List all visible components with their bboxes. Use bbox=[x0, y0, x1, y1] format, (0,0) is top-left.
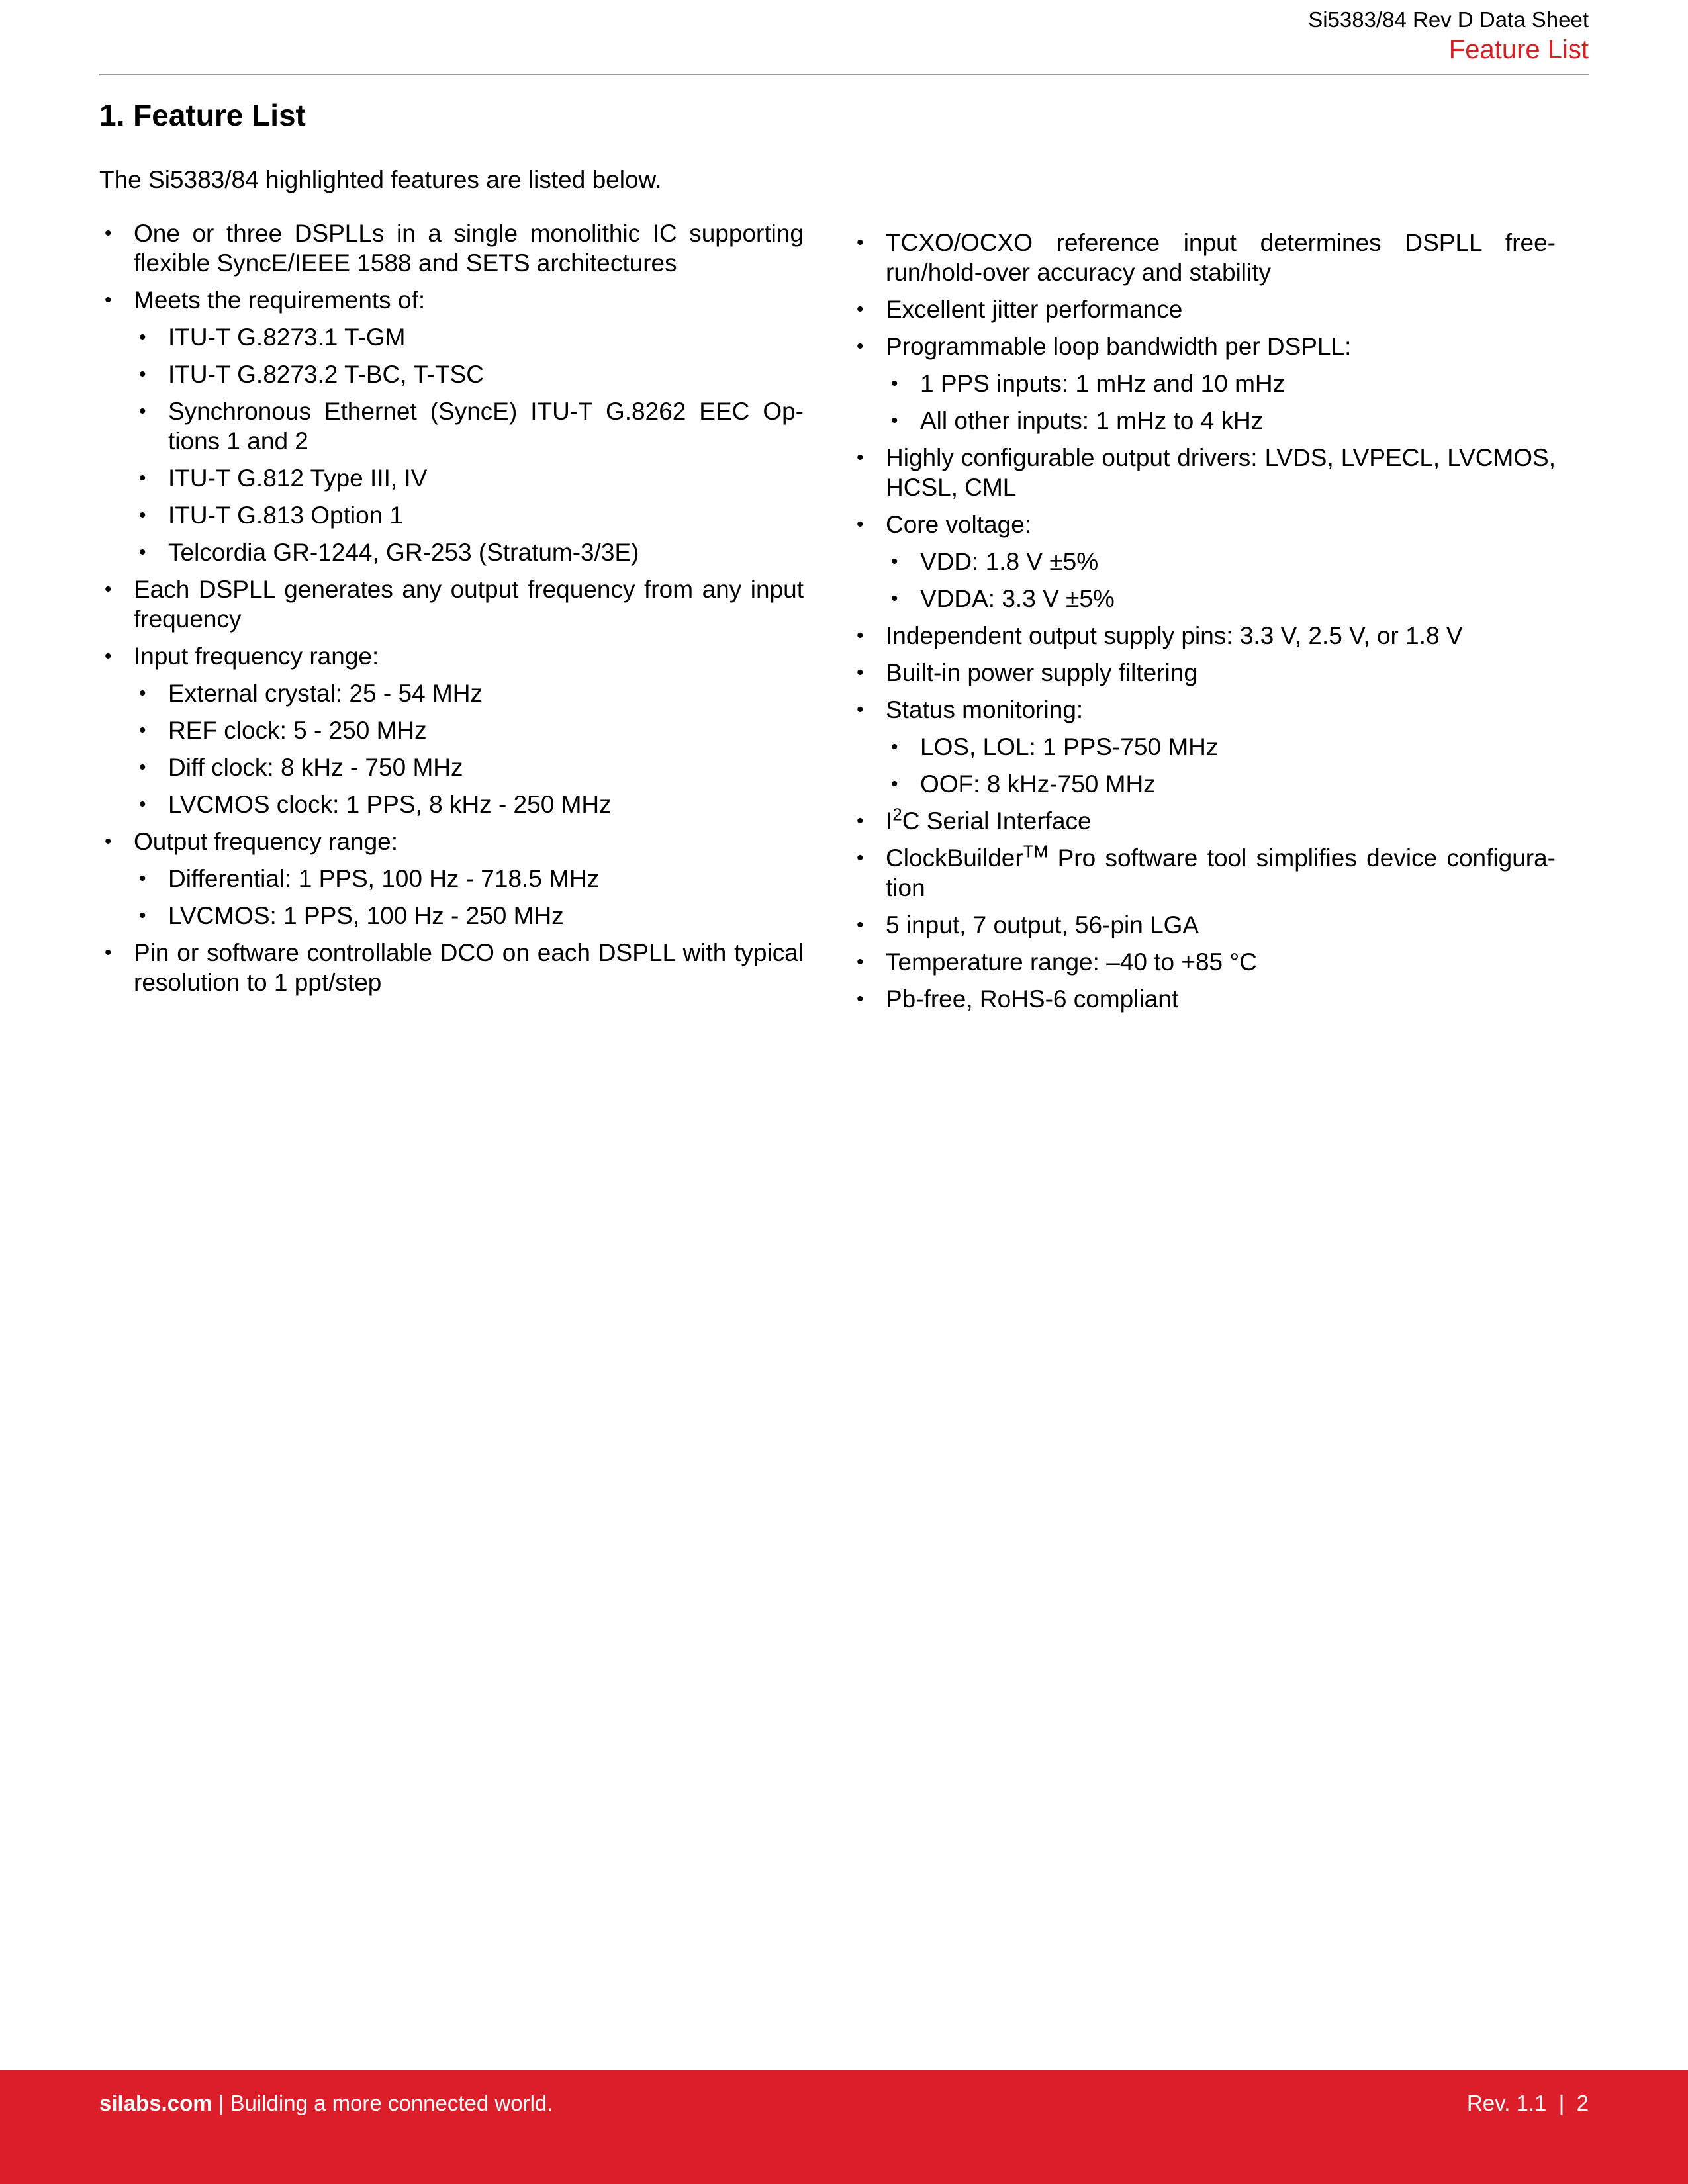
feature-subitem bbox=[851, 547, 1556, 576]
bullet-icon: • bbox=[139, 326, 146, 348]
feature-text: Pin or software controllable DCO on each DSPLL with typical resolution to 1 ppt/step bbox=[134, 939, 804, 996]
feature-subitem bbox=[99, 864, 804, 893]
bullet-icon: • bbox=[857, 662, 864, 684]
bullet-icon: • bbox=[857, 951, 864, 973]
feature-text bbox=[886, 804, 1092, 835]
feature-item bbox=[99, 938, 804, 997]
bullet-icon: • bbox=[891, 588, 898, 610]
feature-text: VDDA: 3.3 V ±5% bbox=[920, 585, 1115, 612]
feature-item bbox=[851, 984, 1556, 1014]
feature-text: All other inputs: 1 mHz to 4 kHz bbox=[920, 407, 1264, 434]
feature-text: Output frequency range: bbox=[134, 828, 399, 855]
bullet-icon: • bbox=[139, 363, 146, 385]
feature-subitem bbox=[99, 901, 804, 931]
feature-text: One or three DSPLLs in a single monolithic IC supporting flexible SyncE/IEEE 1588 and SETS architectures bbox=[134, 220, 804, 277]
feature-subitem bbox=[851, 584, 1556, 614]
bullet-icon: • bbox=[857, 810, 864, 832]
bullet-icon: • bbox=[857, 298, 864, 320]
feature-subitem bbox=[99, 790, 804, 819]
feature-text: 5 input, 7 output, 56-pin LGA bbox=[886, 911, 1199, 938]
bullet-icon: • bbox=[139, 756, 146, 778]
feature-item bbox=[851, 843, 1556, 903]
feature-item bbox=[851, 658, 1556, 688]
feature-item bbox=[851, 806, 1556, 836]
feature-text: Temperature range: –40 to +85 °C bbox=[886, 948, 1257, 976]
feature-text-part: I bbox=[886, 807, 893, 835]
feature-text: LVCMOS: 1 PPS, 100 Hz - 250 MHz bbox=[168, 902, 564, 929]
feature-item bbox=[99, 574, 804, 634]
feature-item bbox=[851, 621, 1556, 651]
page-footer bbox=[0, 2070, 1688, 2184]
feature-subitem bbox=[99, 752, 804, 782]
feature-text: OOF: 8 kHz-750 MHz bbox=[920, 770, 1156, 797]
bullet-icon: • bbox=[857, 914, 864, 936]
bullet-icon: • bbox=[139, 794, 146, 815]
bullet-icon: • bbox=[105, 942, 112, 964]
feature-text: External crystal: 25 - 54 MHz bbox=[168, 680, 483, 707]
feature-subitem bbox=[851, 769, 1556, 799]
bullet-icon: • bbox=[139, 541, 146, 563]
feature-text: Synchronous Ethernet (SyncE) ITU-T G.8262 EEC Op-tions 1 and 2 bbox=[168, 398, 804, 455]
feature-subitem bbox=[99, 715, 804, 745]
feature-text-part: C Serial Interface bbox=[902, 807, 1092, 835]
feature-item bbox=[851, 910, 1556, 940]
superscript: 2 bbox=[892, 804, 902, 825]
header-section-name: Feature List bbox=[1448, 35, 1589, 64]
feature-item bbox=[99, 218, 804, 278]
footer-revision-page: Rev. 1.1 | 2 bbox=[1466, 2091, 1589, 2115]
bullet-icon: • bbox=[857, 847, 864, 869]
feature-text: ITU-T G.8273.2 T-BC, T-TSC bbox=[168, 361, 485, 388]
feature-subitem bbox=[99, 500, 804, 530]
feature-subitem bbox=[851, 732, 1556, 762]
feature-text: TCXO/OCXO reference input determines DSPLL free-run/hold-over accuracy and stability bbox=[886, 229, 1556, 286]
feature-text: Meets the requirements of: bbox=[134, 287, 426, 314]
intro-paragraph: The Si5383/84 highlighted features are listed below. bbox=[99, 166, 662, 193]
bullet-icon: • bbox=[891, 773, 898, 795]
feature-text: Excellent jitter performance bbox=[886, 296, 1183, 323]
feature-text: Core voltage: bbox=[886, 511, 1032, 538]
bullet-icon: • bbox=[139, 467, 146, 489]
feature-text: LVCMOS clock: 1 PPS, 8 kHz - 250 MHz bbox=[168, 791, 612, 818]
feature-text: 1 PPS inputs: 1 mHz and 10 mHz bbox=[920, 370, 1286, 397]
feature-text: Telcordia GR-1244, GR-253 (Stratum-3/3E) bbox=[168, 539, 639, 566]
superscript: TM bbox=[1023, 841, 1049, 862]
bullet-icon: • bbox=[857, 625, 864, 647]
feature-text: Pb-free, RoHS-6 compliant bbox=[886, 985, 1179, 1013]
feature-subitem bbox=[851, 369, 1556, 398]
feature-text-part: Pro software tool simplifies device configura-tion bbox=[886, 844, 1556, 901]
document-title: Si5383/84 Rev D Data Sheet bbox=[1308, 7, 1589, 32]
feature-item bbox=[99, 827, 804, 856]
feature-item bbox=[99, 641, 804, 671]
feature-subitem bbox=[99, 322, 804, 352]
feature-item bbox=[851, 947, 1556, 977]
feature-item bbox=[851, 295, 1556, 324]
feature-text: Each DSPLL generates any output frequency from any input frequency bbox=[134, 576, 804, 633]
bullet-icon: • bbox=[139, 400, 146, 422]
feature-text: Differential: 1 PPS, 100 Hz - 718.5 MHz bbox=[168, 865, 600, 892]
feature-item bbox=[851, 228, 1556, 287]
feature-text: LOS, LOL: 1 PPS-750 MHz bbox=[920, 733, 1219, 760]
feature-subitem bbox=[99, 396, 804, 456]
feature-text: Programmable loop bandwidth per DSPLL: bbox=[886, 333, 1352, 360]
bullet-icon: • bbox=[139, 868, 146, 889]
bullet-icon: • bbox=[857, 699, 864, 721]
bullet-icon: • bbox=[891, 551, 898, 572]
feature-text: ITU-T G.812 Type III, IV bbox=[168, 465, 428, 492]
feature-item bbox=[99, 285, 804, 315]
feature-text: Status monitoring: bbox=[886, 696, 1084, 723]
feature-text: Built-in power supply filtering bbox=[886, 659, 1197, 686]
feature-text: Diff clock: 8 kHz - 750 MHz bbox=[168, 754, 463, 781]
bullet-icon: • bbox=[857, 232, 864, 253]
section-title: 1. Feature List bbox=[99, 98, 306, 132]
bullet-icon: • bbox=[139, 719, 146, 741]
bullet-icon: • bbox=[891, 410, 898, 432]
feature-text bbox=[886, 841, 1556, 901]
feature-text: REF clock: 5 - 250 MHz bbox=[168, 717, 427, 744]
feature-text: VDD: 1.8 V ±5% bbox=[920, 548, 1099, 575]
feature-item bbox=[851, 443, 1556, 502]
bullet-icon: • bbox=[891, 736, 898, 758]
feature-subitem bbox=[99, 359, 804, 389]
feature-list-left-column bbox=[99, 218, 804, 1005]
bullet-icon: • bbox=[105, 578, 112, 600]
feature-item bbox=[851, 695, 1556, 725]
header-divider bbox=[99, 74, 1589, 75]
feature-text: Input frequency range: bbox=[134, 643, 379, 670]
footer-tagline-text: | Building a more connected world. bbox=[212, 2091, 553, 2115]
feature-item bbox=[851, 510, 1556, 539]
bullet-icon: • bbox=[139, 682, 146, 704]
bullet-icon: • bbox=[105, 289, 112, 311]
feature-text: Highly configurable output drivers: LVDS, LVPECL, LVCMOS, HCSL, CML bbox=[886, 444, 1556, 501]
feature-list-right-column bbox=[851, 228, 1556, 1021]
bullet-icon: • bbox=[891, 373, 898, 394]
bullet-icon: • bbox=[857, 514, 864, 535]
footer-site-link[interactable]: silabs.com bbox=[99, 2091, 212, 2115]
feature-subitem bbox=[99, 463, 804, 493]
feature-text: ITU-T G.813 Option 1 bbox=[168, 502, 404, 529]
bullet-icon: • bbox=[857, 988, 864, 1010]
bullet-icon: • bbox=[105, 222, 112, 244]
bullet-icon: • bbox=[857, 447, 864, 469]
bullet-icon: • bbox=[139, 504, 146, 526]
feature-item bbox=[851, 332, 1556, 361]
feature-subitem bbox=[99, 678, 804, 708]
feature-text: ITU-T G.8273.1 T-GM bbox=[168, 324, 406, 351]
feature-subitem bbox=[99, 537, 804, 567]
bullet-icon: • bbox=[105, 831, 112, 852]
feature-subitem bbox=[851, 406, 1556, 435]
feature-text-part: ClockBuilder bbox=[886, 844, 1023, 872]
footer-tagline bbox=[99, 2089, 553, 2118]
bullet-icon: • bbox=[139, 905, 146, 927]
bullet-icon: • bbox=[105, 645, 112, 667]
feature-text: Independent output supply pins: 3.3 V, 2.5 V, or 1.8 V bbox=[886, 622, 1463, 649]
bullet-icon: • bbox=[857, 336, 864, 357]
